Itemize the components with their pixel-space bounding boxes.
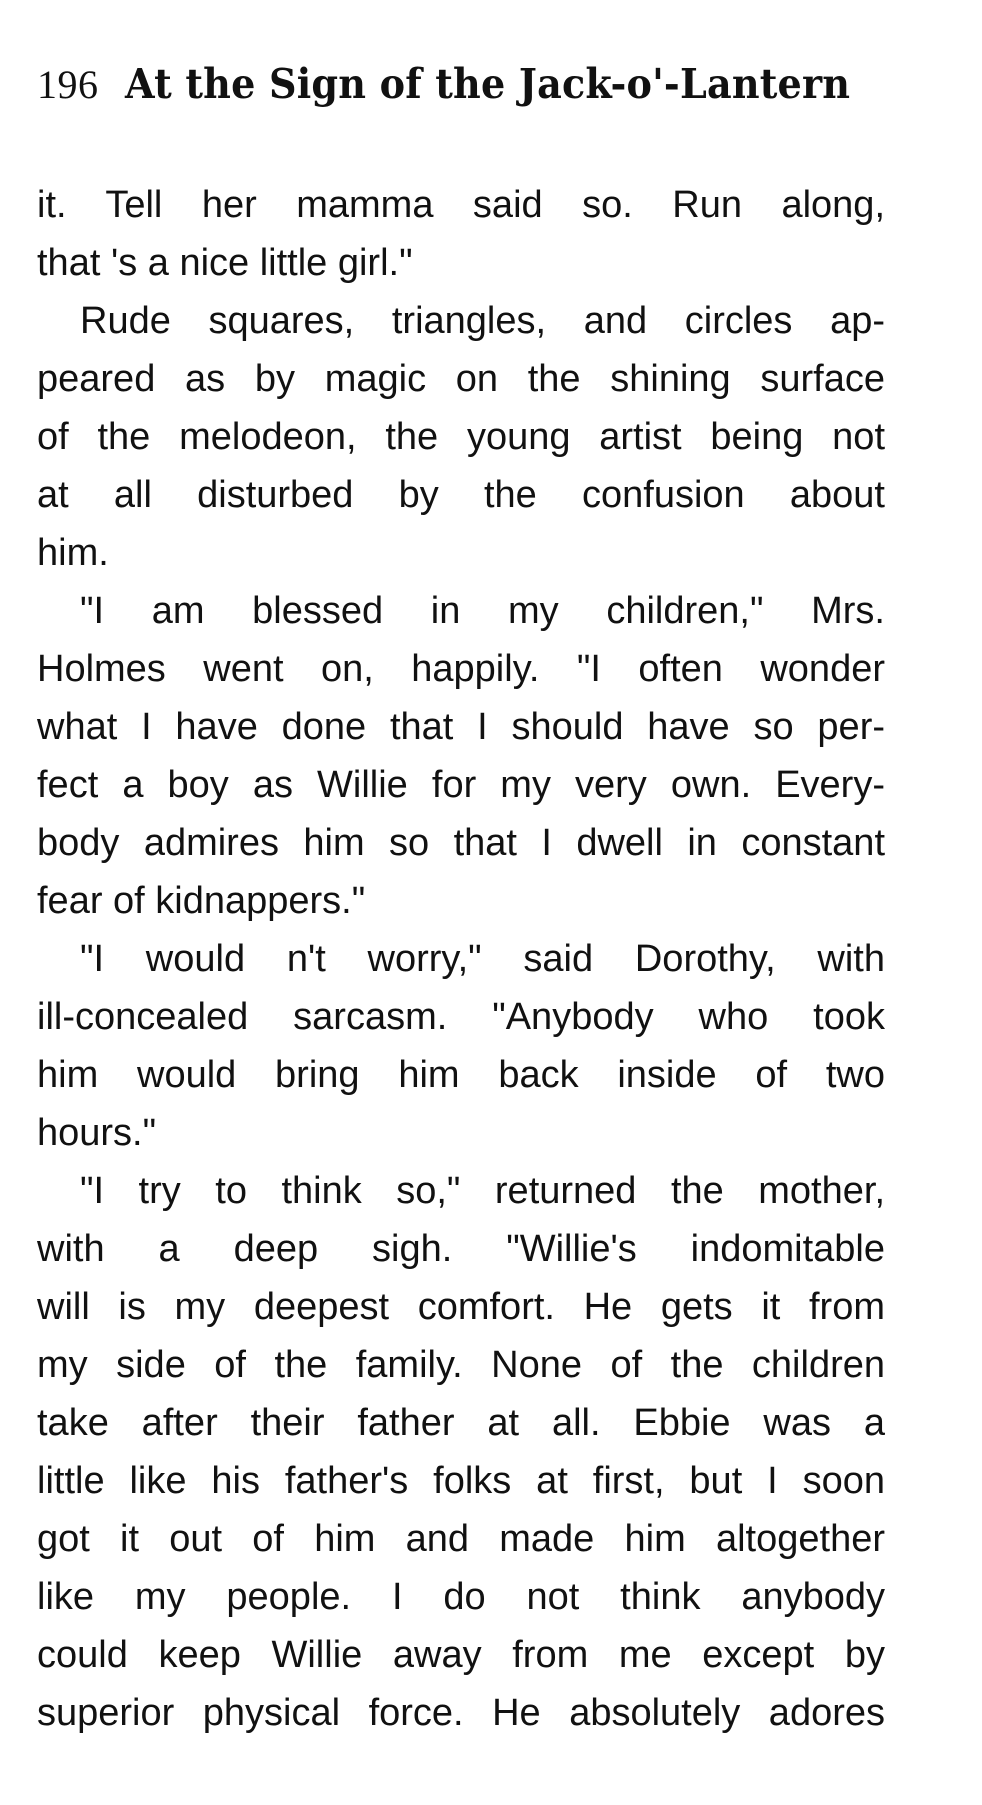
text-line: superior physical force. He absolutely adores xyxy=(37,1692,885,1734)
text-line: fect a boy as Willie for my very own. Every- xyxy=(37,764,885,806)
text-line: it. Tell her mamma said so. Run along, xyxy=(37,184,885,226)
text-line: with a deep sigh. "Willie's indomitable xyxy=(37,1228,885,1270)
text-line: little like his father's folks at first, but I soon xyxy=(37,1460,885,1502)
text-line: will is my deepest comfort. He gets it from xyxy=(37,1286,885,1328)
text-line: like my people. I do not think anybody xyxy=(37,1576,885,1618)
text-line: my side of the family. None of the children xyxy=(37,1344,885,1386)
body-text xyxy=(37,176,885,1742)
text-line: Rude squares, triangles, and circles ap- xyxy=(80,300,885,342)
text-line: that 's a nice little girl." xyxy=(37,242,413,284)
text-line: ill-concealed sarcasm. "Anybody who took xyxy=(37,996,885,1038)
text-line: fear of kidnappers." xyxy=(37,880,366,922)
text-line: body admires him so that I dwell in constant xyxy=(37,822,885,864)
book-title: At the Sign of the Jack-o'-Lantern xyxy=(124,60,850,108)
text-line: peared as by magic on the shining surface xyxy=(37,358,885,400)
text-line: hours." xyxy=(37,1112,157,1154)
text-line: at all disturbed by the confusion about xyxy=(37,474,885,516)
text-line: "I am blessed in my children," Mrs. xyxy=(80,590,885,632)
running-head xyxy=(37,60,904,120)
page-number: 196 xyxy=(37,62,99,107)
text-line: "I try to think so," returned the mother, xyxy=(80,1170,885,1212)
text-line: him would bring him back inside of two xyxy=(37,1054,885,1096)
text-line: of the melodeon, the young artist being not xyxy=(37,416,885,458)
text-line: what I have done that I should have so per- xyxy=(37,706,885,748)
text-line: take after their father at all. Ebbie was a xyxy=(37,1402,885,1444)
text-line: could keep Willie away from me except by xyxy=(37,1634,885,1676)
text-line: him. xyxy=(37,532,109,574)
text-line: "I would n't worry," said Dorothy, with xyxy=(80,938,885,980)
text-line: got it out of him and made him altogether xyxy=(37,1518,885,1560)
text-line: Holmes went on, happily. "I often wonder xyxy=(37,648,885,690)
